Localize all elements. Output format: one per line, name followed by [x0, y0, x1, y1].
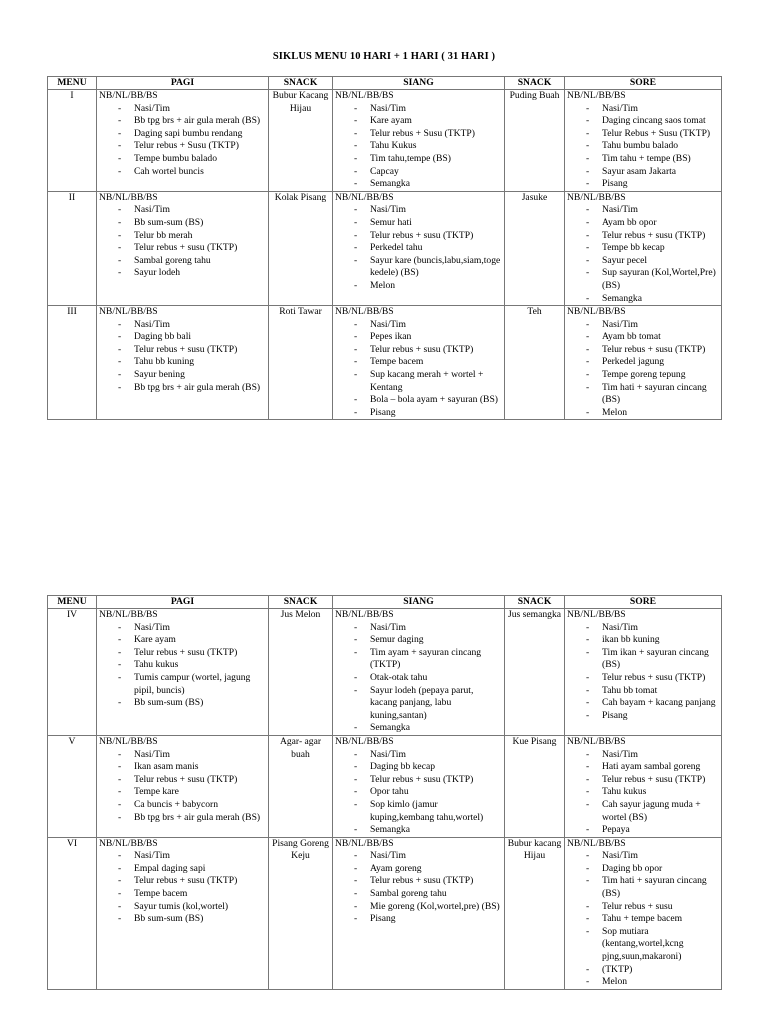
meal-item: - Pisang [335, 913, 502, 926]
header-menu: MENU [48, 596, 97, 609]
meal-item: - Nasi/Tim [99, 749, 266, 762]
meal-item: - Melon [335, 280, 502, 293]
meal-item: - Pepaya [567, 824, 719, 837]
meal-item: - Semur daging [335, 634, 502, 647]
meal-item: - Tempe bumbu balado [99, 153, 266, 166]
meal-item: - Tempe goreng tepung [567, 369, 719, 382]
siang-cell [333, 609, 505, 736]
meal-item: - Bb sum-sum (BS) [99, 217, 266, 230]
meal-item: - Nasi/Tim [567, 103, 719, 116]
menu-number-cell: IV [48, 609, 97, 736]
afternoon-snack-cell: Jus semangka [505, 609, 565, 736]
meal-item: - Pisang [567, 178, 719, 191]
siang-cell [333, 837, 505, 989]
meal-item: - Daging cincang saos tomat [567, 115, 719, 128]
meal-item-list [99, 850, 266, 926]
meal-item: - Opor tahu [335, 786, 502, 799]
meal-item: - Semangka [335, 824, 502, 837]
table-row [48, 837, 722, 989]
meal-diet-codes: NB/NL/BB/BS [99, 306, 158, 318]
meal-item: - Sayur pecel [567, 255, 719, 268]
meal-item: - Sayur lodeh (pepaya parut, kacang panjang, labu kuning,santan) [335, 685, 502, 723]
table-row [48, 191, 722, 305]
meal-item-list [567, 319, 719, 420]
meal-item: - Nasi/Tim [335, 103, 502, 116]
meal-item: - Tempe bb kecap [567, 242, 719, 255]
morning-snack-cell: Pisang Goreng Keju [269, 837, 333, 989]
meal-diet-codes: NB/NL/BB/BS [335, 609, 394, 620]
table-row [48, 306, 722, 420]
meal-item: - Ayam goreng [335, 863, 502, 876]
meal-item: - Nasi/Tim [335, 319, 502, 332]
meal-item: - Telur rebus + susu (TKTP) [335, 875, 502, 888]
meal-item: - Kare ayam [335, 115, 502, 128]
header-snack: SNACK [505, 77, 565, 90]
header-snack: SNACK [269, 596, 333, 609]
meal-item: - Pisang [567, 710, 719, 723]
meal-item: - Sambal goreng tahu [99, 255, 266, 268]
table-row [48, 735, 722, 837]
meal-item: - Sop mutiara (kentang,wortel,kcng pjng,suun,makaroni) [567, 926, 719, 964]
meal-item: - Nasi/Tim [335, 749, 502, 762]
meal-item-list [567, 749, 719, 837]
meal-item: - Kare ayam [99, 634, 266, 647]
meal-item: - Daging bb opor [567, 863, 719, 876]
meal-item: - Telur rebus + susu (TKTP) [99, 242, 266, 255]
meal-item: - Telur rebus + susu (TKTP) [567, 672, 719, 685]
meal-item: - Ayam bb opor [567, 217, 719, 230]
meal-diet-codes: NB/NL/BB/BS [567, 191, 626, 203]
meal-item: - Tim hati + sayuran cincang (BS) [567, 875, 719, 900]
meal-diet-codes: NB/NL/BB/BS [567, 837, 626, 849]
pagi-cell [97, 191, 269, 305]
meal-item: - Bb tpg brs + air gula merah (BS) [99, 382, 266, 395]
meal-item: - Sayur bening [99, 369, 266, 382]
pagi-cell [97, 90, 269, 192]
header-siang: SIANG [333, 596, 505, 609]
meal-item: - Tim tahu + tempe (BS) [567, 153, 719, 166]
morning-snack-cell: Roti Tawar [269, 306, 333, 420]
meal-item: - Otak-otak tahu [335, 672, 502, 685]
sore-cell [565, 306, 722, 420]
meal-item: - Sambal goreng tahu [335, 888, 502, 901]
meal-item: - Tim hati + sayuran cincang (BS) [567, 382, 719, 407]
meal-item: - Pepes ikan [335, 331, 502, 344]
meal-item: - Telur rebus + susu (TKTP) [335, 344, 502, 357]
meal-item-list [335, 103, 502, 191]
meal-item: - Perkedel jagung [567, 356, 719, 369]
meal-item: - ikan bb kuning [567, 634, 719, 647]
meal-item: - Daging bb kecap [335, 761, 502, 774]
meal-item: - Perkedel tahu [335, 242, 502, 255]
meal-item: - Bb tpg brs + air gula merah (BS) [99, 115, 266, 128]
meal-item: - Sayur lodeh [99, 267, 266, 280]
meal-item: - Tahu bumbu balado [567, 140, 719, 153]
meal-item: - Cah sayur jagung muda + wortel (BS) [567, 799, 719, 824]
meal-item: - Daging bb bali [99, 331, 266, 344]
meal-item: - Pisang [335, 407, 502, 420]
meal-item-list [335, 850, 502, 926]
meal-diet-codes: NB/NL/BB/BS [99, 90, 158, 101]
meal-item: - Capcay [335, 166, 502, 179]
meal-item: - Ikan asam manis [99, 761, 266, 774]
morning-snack-cell: Kolak Pisang [269, 191, 333, 305]
meal-item: - Daging sapi bumbu rendang [99, 128, 266, 141]
menu-table-2-body [48, 609, 722, 990]
meal-item: - Telur rebus + Susu (TKTP) [99, 140, 266, 153]
meal-item: - Semangka [567, 293, 719, 306]
meal-item-list [567, 850, 719, 989]
header-sore: SORE [565, 596, 722, 609]
meal-item: - Tumis campur (wortel, jagung pipil, buncis) [99, 672, 266, 697]
pagi-cell [97, 306, 269, 420]
menu-number-cell: V [48, 735, 97, 837]
meal-item: - Empal daging sapi [99, 863, 266, 876]
header-pagi: PAGI [97, 77, 269, 90]
meal-diet-codes: NB/NL/BB/BS [335, 90, 394, 101]
meal-item: - Tahu Kukus [335, 140, 502, 153]
meal-item: - Telur rebus + susu (TKTP) [99, 875, 266, 888]
pagi-cell [97, 609, 269, 736]
table-row [48, 90, 722, 192]
meal-item: - Tahu + tempe bacem [567, 913, 719, 926]
meal-item: - Sayur asam Jakarta [567, 166, 719, 179]
meal-item: - Mie goreng (Kol,wortel,pre) (BS) [335, 901, 502, 914]
siang-cell [333, 306, 505, 420]
meal-diet-codes: NB/NL/BB/BS [567, 306, 626, 318]
meal-diet-codes: NB/NL/BB/BS [99, 191, 158, 203]
pagi-cell [97, 735, 269, 837]
header-sore: SORE [565, 77, 722, 90]
meal-item: - Melon [567, 407, 719, 420]
menu-table-2 [47, 595, 722, 990]
header-snack: SNACK [505, 596, 565, 609]
table-header-row [48, 77, 722, 90]
meal-item: - Tim ayam + sayuran cincang (TKTP) [335, 647, 502, 672]
meal-item: - Telur rebus + susu (TKTP) [567, 774, 719, 787]
meal-item: - Sayur kare (buncis,labu,siam,toge kedele) (BS) [335, 255, 502, 280]
meal-diet-codes: NB/NL/BB/BS [99, 735, 158, 747]
meal-item: - (TKTP) [567, 964, 719, 977]
meal-item: - Telur rebus + susu (TKTP) [99, 774, 266, 787]
meal-item: - Tahu bb kuning [99, 356, 266, 369]
pagi-cell [97, 837, 269, 989]
meal-item-list [99, 749, 266, 825]
siang-cell [333, 735, 505, 837]
meal-diet-codes: NB/NL/BB/BS [99, 837, 158, 849]
afternoon-snack-cell: Teh [505, 306, 565, 420]
menu-number-cell: I [48, 90, 97, 192]
meal-item: - Tahu bb tomat [567, 685, 719, 698]
meal-diet-codes: NB/NL/BB/BS [335, 837, 394, 849]
meal-item: - Tahu kukus [567, 786, 719, 799]
meal-item: - Nasi/Tim [99, 204, 266, 217]
meal-item: - Nasi/Tim [567, 319, 719, 332]
meal-item: - Telur rebus + susu (TKTP) [99, 647, 266, 660]
meal-item: - Tempe bacem [99, 888, 266, 901]
meal-item-list [99, 204, 266, 280]
meal-item-list [567, 204, 719, 305]
sore-cell [565, 735, 722, 837]
meal-item: - Bola – bola ayam + sayuran (BS) [335, 394, 502, 407]
menu-number-cell: VI [48, 837, 97, 989]
meal-item-list [335, 319, 502, 420]
meal-diet-codes: NB/NL/BB/BS [567, 609, 626, 620]
table-header-row [48, 596, 722, 609]
meal-item: - Bb tpg brs + air gula merah (BS) [99, 812, 266, 825]
meal-item: - Nasi/Tim [99, 319, 266, 332]
header-pagi: PAGI [97, 596, 269, 609]
siang-cell [333, 191, 505, 305]
meal-item: - Cah bayam + kacang panjang [567, 697, 719, 710]
sore-cell [565, 90, 722, 192]
sore-cell [565, 837, 722, 989]
meal-item: - Cah wortel buncis [99, 166, 266, 179]
header-menu: MENU [48, 77, 97, 90]
meal-item: - Nasi/Tim [567, 204, 719, 217]
meal-diet-codes: NB/NL/BB/BS [99, 609, 158, 620]
morning-snack-cell: Agar- agar buah [269, 735, 333, 837]
sore-cell [565, 609, 722, 736]
meal-diet-codes: NB/NL/BB/BS [335, 306, 394, 318]
meal-item: - Nasi/Tim [335, 850, 502, 863]
meal-item: - Bb sum-sum (BS) [99, 913, 266, 926]
siang-cell [333, 90, 505, 192]
meal-diet-codes: NB/NL/BB/BS [567, 735, 626, 747]
meal-item: - Ayam bb tomat [567, 331, 719, 344]
meal-item-list [567, 103, 719, 191]
meal-item: - Sop kimlo (jamur kuping,kembang tahu,wortel) [335, 799, 502, 824]
meal-item: - Telur rebus + susu (TKTP) [567, 344, 719, 357]
meal-item: - Nasi/Tim [99, 622, 266, 635]
header-siang: SIANG [333, 77, 505, 90]
meal-diet-codes: NB/NL/BB/BS [567, 90, 626, 101]
meal-item: - Tim tahu,tempe (BS) [335, 153, 502, 166]
menu-table-1-body [48, 90, 722, 420]
meal-item: - Hati ayam sambal goreng [567, 761, 719, 774]
meal-item: - Nasi/Tim [567, 749, 719, 762]
meal-item: - Semangka [335, 178, 502, 191]
meal-item-list [99, 103, 266, 179]
meal-item-list [335, 204, 502, 292]
table-row [48, 609, 722, 736]
meal-item: - Telur rebus + susu (TKTP) [99, 344, 266, 357]
meal-item: - Nasi/Tim [99, 850, 266, 863]
meal-item: - Nasi/Tim [99, 103, 266, 116]
meal-item: - Telur rebus + Susu (TKTP) [335, 128, 502, 141]
header-snack: SNACK [269, 77, 333, 90]
meal-item: - Tahu kukus [99, 659, 266, 672]
afternoon-snack-cell: Puding Buah [505, 90, 565, 192]
meal-item: - Nasi/Tim [335, 204, 502, 217]
meal-item: - Semangka [335, 722, 502, 735]
meal-item: - Nasi/Tim [335, 622, 502, 635]
morning-snack-cell: Bubur Kacang Hijau [269, 90, 333, 192]
meal-item-list [335, 622, 502, 735]
morning-snack-cell: Jus Melon [269, 609, 333, 736]
meal-item: - Sup kacang merah + wortel + Kentang [335, 369, 502, 394]
meal-item: - Tim ikan + sayuran cincang (BS) [567, 647, 719, 672]
meal-diet-codes: NB/NL/BB/BS [335, 735, 394, 747]
meal-item: - Melon [567, 976, 719, 989]
meal-item-list [567, 622, 719, 723]
meal-item: - Telur rebus + susu [567, 901, 719, 914]
meal-item: - Telur rebus + susu (TKTP) [567, 230, 719, 243]
meal-item: - Telur rebus + susu (TKTP) [335, 230, 502, 243]
afternoon-snack-cell: Jasuke [505, 191, 565, 305]
meal-item: - Telur Rebus + Susu (TKTP) [567, 128, 719, 141]
meal-diet-codes: NB/NL/BB/BS [335, 191, 394, 203]
meal-item: - Sup sayuran (Kol,Wortel,Pre) (BS) [567, 267, 719, 292]
meal-item: - Telur bb merah [99, 230, 266, 243]
meal-item-list [335, 749, 502, 837]
meal-item-list [99, 319, 266, 395]
meal-item-list [99, 622, 266, 710]
meal-item: - Tempe bacem [335, 356, 502, 369]
afternoon-snack-cell: Bubur kacang Hijau [505, 837, 565, 989]
meal-item: - Telur rebus + susu (TKTP) [335, 774, 502, 787]
menu-number-cell: II [48, 191, 97, 305]
sore-cell [565, 191, 722, 305]
afternoon-snack-cell: Kue Pisang [505, 735, 565, 837]
meal-item: - Sayur tumis (kol,wortel) [99, 901, 266, 914]
document-title: SIKLUS MENU 10 HARI + 1 HARI ( 31 HARI ) [272, 51, 496, 62]
meal-item: - Semur hati [335, 217, 502, 230]
meal-item: - Nasi/Tim [567, 622, 719, 635]
meal-item: - Ca buncis + babycorn [99, 799, 266, 812]
meal-item: - Nasi/Tim [567, 850, 719, 863]
meal-item: - Bb sum-sum (BS) [99, 697, 266, 710]
menu-table-1 [47, 76, 722, 420]
menu-number-cell: III [48, 306, 97, 420]
meal-item: - Tempe kare [99, 786, 266, 799]
